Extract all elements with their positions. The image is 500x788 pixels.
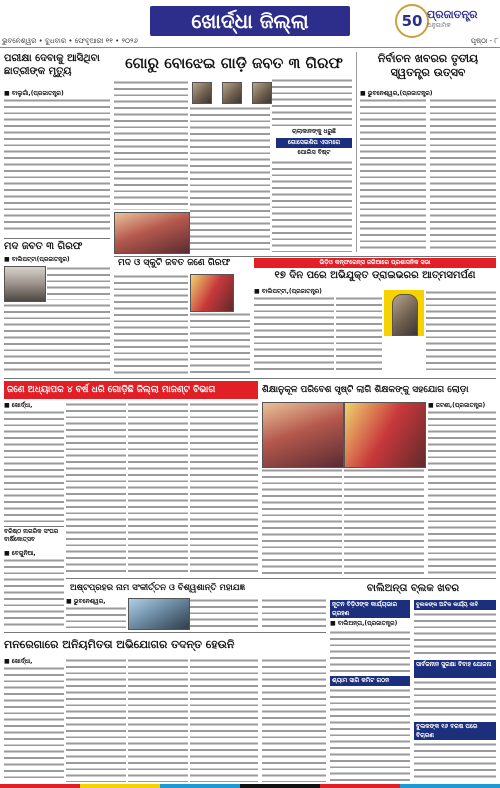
story-4-kicker2: ପୋଲିସ ବିଷ୍ଟ — [297, 149, 331, 156]
story-17-body — [414, 742, 496, 782]
story-1-headline: ପରୀକ୍ଷା ଦେବାକୁ ଆସିଥିବା ଛାତ୍ରୀଙ୍କ ମୃତ୍ୟୁ — [4, 53, 100, 77]
story-18-dateline: ■ ଖୋର୍ଦ୍ଧା, — [4, 658, 33, 665]
story-9-body-b — [344, 468, 424, 574]
dateline-bar — [0, 37, 500, 48]
story-18-body-a — [4, 666, 64, 782]
story-3-dateline: ■ ଭୁବନେଶ୍ୱର,(ପ୍ରଜାତନ୍ତ୍ର) — [360, 90, 433, 97]
story-4-kicker: ଗୋସେଇଶିପ ଏସମଗେ — [276, 138, 352, 148]
story-10-headline: ବରିଷ୍ଠ ନାଗରିକ ସଂଘର ବାର୍ଷିକୋତ୍ସବ — [4, 528, 59, 543]
story-17-headline: ବୁଲକଙ୍କ ୧୬ ବରଷ ପରେ ବିଚାରଣ — [414, 722, 496, 740]
story-2-headline-box — [114, 52, 354, 76]
story-11-dateline: ■ ଭୁବନେଶ୍ୱର, — [66, 598, 106, 605]
story-11-body-c — [262, 598, 326, 628]
story-11-body-a — [66, 606, 126, 628]
story-6-photo — [190, 274, 234, 312]
story-3-headline: ନିର୍ବାଚନ ଖବରର ତୃତୀୟ ସ୍ୱତନ୍ତ୍ର ଉତ୍ସବ — [377, 52, 479, 79]
accused-photo-2 — [222, 82, 242, 104]
story-7-dateline: ■ ବାଲିପଟ୍ଟା,(ପ୍ରଜାତନ୍ତ୍ର) — [254, 288, 322, 295]
page-number: ପୃଷ୍ଠା - ୮ — [470, 37, 498, 45]
divider — [4, 378, 496, 379]
divider — [4, 526, 64, 527]
story-11-photo — [128, 598, 190, 630]
story-9-photo-2 — [344, 402, 426, 468]
story-8-body-a — [4, 410, 64, 522]
story-13-body — [330, 630, 410, 674]
story-5-body-a — [47, 266, 110, 300]
story-7-kicker: ଭିଡ଼ିଓ କନ୍ଫରେନ୍ସ ଜରିଆରେ ପ୍ରଶାସନିକ ସଭା — [254, 258, 496, 268]
story-13-headline: ନୂତନ ବିଡ଼ିଓଙ୍କ କାର୍ଯ୍ୟଭାର ଗ୍ରହଣ — [330, 600, 410, 618]
story-11-headline: ଅଷ୍ଟପ୍ରହର ନାମ ସଂକୀର୍ତ୍ତନ ଓ ବିଶ୍ୱଶାନ୍ତି ମହାଯଜ୍ଞ — [70, 583, 246, 593]
accused-driver-photo — [392, 294, 418, 336]
story-2-photo — [114, 212, 190, 254]
divider — [66, 578, 496, 579]
story-10-body — [4, 558, 64, 626]
accused-photo-1 — [192, 82, 212, 104]
story-6-headline: ମଦ ଓ ସ୍କୁଟି ଜବତ ଜଣେ ଗିରଫ — [118, 258, 231, 268]
story-5-photo — [4, 266, 46, 302]
story-12-headline: ବାଲିଅନ୍ତା ବ୍ଲକ ଖବର — [366, 583, 460, 594]
story-13-dateline: ■ ବାଲିଅନ୍ତା,(ପ୍ରଜାତନ୍ତ୍ର) — [330, 620, 398, 627]
story-9-body-a — [262, 468, 342, 574]
color-registration-bar — [0, 784, 500, 788]
story-8-headline: ଜଣେ ଅଧ୍ୟାପକ ୪ ବର୍ଷ ଧରି ଗୋଡ଼ିଛି ଜିଲ୍ଲା ମାଜଣ୍ଟ ବିଭାଗ — [4, 381, 258, 399]
brand-tagline: ଅନୁଗାମିକ — [427, 22, 451, 29]
story-3-headline-box — [360, 52, 496, 88]
story-18-headline: ମନରେଗାରେ ଅନିୟମିତତା ଅଭିଯୋଗର ତଦନ୍ତ ହେଉନି — [4, 638, 235, 651]
story-8-body-d — [190, 402, 258, 574]
accused-photo-3 — [252, 82, 272, 104]
story-11-body-b — [190, 598, 258, 628]
story-15-headline: ସାର୍ବଜନୀନ ସୁରକ୍ଷା ବିବାହ ଯୋଜନା — [414, 660, 496, 678]
story-7-headline: ୧୭ ଦିନ ପରେ ଅଭିଯୁକ୍ତ ଡ୍ରାଇଭରର ଆତ୍ମସମର୍ପଣ — [274, 270, 476, 281]
story-2-body-c — [272, 78, 352, 128]
story-9-dateline: ■ ଜଟଣୀ,(ପ୍ରଜାତନ୍ତ୍ର) — [428, 402, 486, 409]
story-7-body-a — [254, 296, 334, 374]
brand-name: ପ୍ରଜାତନ୍ତ୍ର — [427, 8, 478, 21]
story-16-body — [330, 688, 410, 782]
story-14-headline: ବୁଲକଙ୍କ ଅଟିକ କାର୍ଯ୍ୟ ଦାବି — [414, 600, 496, 610]
story-4-subhead: ଚାଲାକାନଙ୍କୁ ଧରୁଛି — [292, 128, 336, 135]
issue-date: ଭୁବନେଶ୍ୱର • ବୁଧବାର • ଫେବୃଆରୀ ୧୧ • ୨୦୨୬ — [2, 37, 138, 45]
story-3-body-b — [430, 98, 496, 252]
story-1-dateline: ■ ବାଲୁଗାଁ,(ପ୍ରଜାତନ୍ତ୍ର) — [4, 90, 64, 97]
story-6-body-a — [114, 274, 188, 374]
anniversary-logo-icon: 50 — [395, 4, 429, 38]
story-7-body-b — [336, 296, 382, 374]
story-4-body — [272, 160, 352, 252]
story-5-headline: ମଦ ଜବତ ୩ ଗିରଫ — [4, 241, 83, 252]
story-18-body-c — [128, 658, 188, 782]
story-2-body-a — [114, 80, 188, 210]
story-1-body — [4, 98, 110, 234]
story-6-body-b — [190, 312, 250, 374]
story-9-photo-1 — [262, 402, 344, 468]
story-18-body-b — [66, 658, 126, 782]
story-5-dateline: ■ ବାଲିପଟ୍ଟା(ପ୍ରଜାତନ୍ତ୍ର) — [4, 256, 70, 263]
divider — [114, 256, 496, 257]
story-8-headline-box — [4, 381, 258, 399]
story-1-headline-box — [4, 52, 110, 86]
divider — [4, 632, 326, 633]
story-12-headline-box — [330, 580, 496, 598]
story-3-body-a — [360, 98, 426, 252]
story-8-body-c — [128, 402, 188, 574]
story-18-body-e — [262, 658, 326, 782]
story-9-body-c — [428, 410, 496, 574]
story-8-dateline: ■ ଖୋର୍ଦ୍ଧା, — [4, 402, 33, 409]
story-5-body-b — [4, 303, 110, 375]
story-18-body-d — [190, 658, 258, 782]
story-15-body — [414, 680, 496, 720]
story-2-body-b — [190, 106, 270, 252]
story-16-headline: ଶ୍ୟାମ ସାଗି କମିଟ ଗଠନ — [330, 676, 410, 686]
section-title: ଖୋର୍ଦ୍ଧା ଜିଲ୍ଲା — [150, 6, 350, 36]
story-14-body — [414, 612, 496, 658]
story-7-body-c — [426, 290, 496, 374]
story-8-body-b — [66, 402, 126, 574]
column-rule — [356, 52, 357, 252]
story-10-dateline: ■ ବେଗୁନିଆ, — [4, 550, 36, 557]
story-2-headline: ଗୋରୁ ବୋଝେଇ ଗାଡ଼ି ଜବତ ୩ ଗିରଫ — [125, 54, 343, 72]
divider — [4, 238, 110, 239]
story-9-headline: ଶିକ୍ଷାନୁକୂଳ ପରିବେଶ ସୃଷ୍ଟି ଲାଗି ଶିକ୍ଷକଙ୍କୁ ସହଯୋଗ ଲୋଡ଼ା — [262, 385, 469, 395]
